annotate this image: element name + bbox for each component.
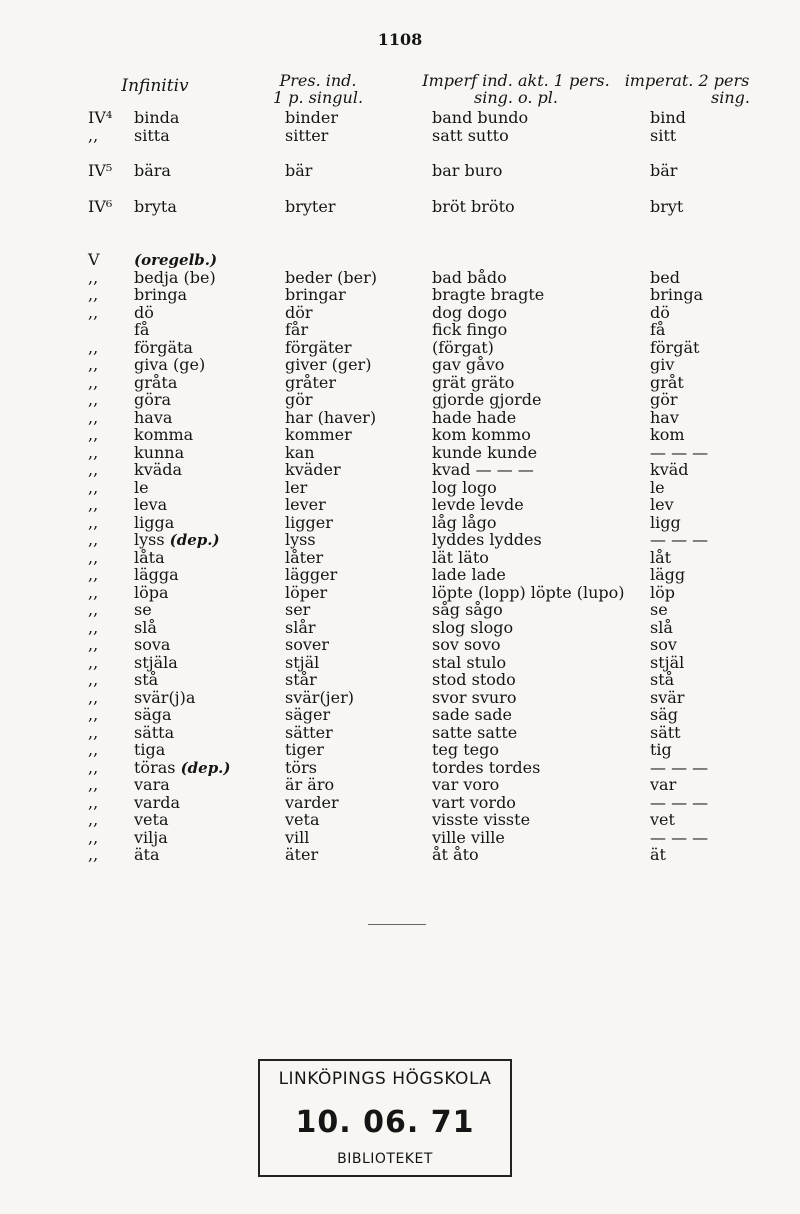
verb-note: (dep.) <box>169 531 220 549</box>
verb-infinitive-cell <box>134 269 216 287</box>
verb-infinitive: le <box>134 477 149 497</box>
verb-row <box>0 109 800 127</box>
verb-present: beder (ber) <box>285 267 377 287</box>
verb-imperative: — — — <box>650 792 709 812</box>
header-imperfect-line2: sing. o. pl. <box>473 88 558 107</box>
verb-infinitive: sätta <box>134 722 175 742</box>
verb-imperfect: kom kommo <box>432 425 531 444</box>
verb-present: är äro <box>285 775 335 794</box>
verb-imperative: — — — <box>650 827 709 847</box>
verb-imperfect: fick fingo <box>432 320 508 339</box>
header-imperfect <box>408 72 624 106</box>
verb-imperfect: såg sågo <box>432 600 503 619</box>
verb-infinitive: hava <box>134 407 173 427</box>
verb-group: ,, <box>88 267 99 287</box>
verb-group: ,, <box>88 617 99 637</box>
verb-imperfect: sov sovo <box>432 635 501 654</box>
verb-imperfect: grät gräto <box>432 372 515 392</box>
verb-present: lyss <box>285 530 316 549</box>
verb-row <box>0 496 800 514</box>
header-infinitive <box>110 78 200 95</box>
verb-infinitive: veta <box>134 810 169 829</box>
verb-imperative: bed <box>650 267 680 287</box>
header-present-line1: Pres. ind. <box>279 71 357 90</box>
verb-imperative: kväd <box>650 460 689 479</box>
verb-infinitive: bedja (be) <box>134 267 216 287</box>
verb-imperative: säg <box>650 705 678 724</box>
verb-group: ,, <box>88 827 99 847</box>
verb-imperative: bär <box>650 161 678 180</box>
verb-present: sätter <box>285 722 333 742</box>
verb-infinitive: förgäta <box>134 337 193 357</box>
verb-imperfect: band bundo <box>432 108 529 127</box>
verb-infinitive: komma <box>134 425 194 444</box>
verb-infinitive-cell <box>134 479 149 497</box>
verb-row <box>0 304 800 322</box>
verb-infinitive: kunna <box>134 442 185 462</box>
verb-infinitive-cell <box>134 356 205 374</box>
verb-group: ,, <box>88 757 99 777</box>
verb-imperfect: slog slogo <box>432 617 514 637</box>
verb-group: ,, <box>88 792 99 812</box>
verb-row <box>0 549 800 567</box>
verb-infinitive: kväda <box>134 460 183 479</box>
verb-present: äter <box>285 845 319 864</box>
verb-present: gör <box>285 390 313 409</box>
verb-imperative: förgät <box>650 337 700 357</box>
stamp-date: 10. 06. 71 <box>295 1105 475 1140</box>
verb-note: (dep.) <box>180 758 231 777</box>
verb-row <box>0 566 800 584</box>
verb-row <box>0 776 800 794</box>
verb-infinitive: töras <box>134 757 176 777</box>
verb-row <box>0 794 800 812</box>
verb-infinitive: bära <box>134 161 171 180</box>
stamp-institution: LINKÖPINGS HÖGSKOLA <box>278 1069 492 1089</box>
verb-row <box>0 724 800 742</box>
verb-row <box>0 846 800 864</box>
verb-infinitive-cell <box>134 706 172 724</box>
verb-infinitive: stjäla <box>134 652 178 672</box>
verb-present: lever <box>285 495 326 514</box>
verb-imperative: låt <box>650 547 672 567</box>
verb-infinitive-cell <box>134 584 169 602</box>
verb-imperfect: satt sutto <box>432 125 509 145</box>
verb-present: slår <box>285 617 316 637</box>
verb-infinitive: gråta <box>134 372 178 392</box>
verb-infinitive-cell <box>134 304 154 322</box>
verb-group: IV⁶ <box>88 196 113 216</box>
verb-row <box>0 269 800 287</box>
verb-group: ,, <box>88 565 99 584</box>
verb-present: sover <box>285 635 329 654</box>
verb-infinitive: slå <box>134 617 157 637</box>
verb-imperative: löp <box>650 582 675 602</box>
verb-group: ,, <box>88 687 99 707</box>
verb-group: ,, <box>88 512 99 532</box>
verb-group: IV⁵ <box>88 161 113 180</box>
verb-imperative: lägg <box>650 565 686 584</box>
verb-note: (oregelb.) <box>134 251 218 269</box>
verb-row <box>0 829 800 847</box>
verb-imperfect: lät läto <box>432 547 489 567</box>
verb-present: bär <box>285 161 313 180</box>
verb-infinitive-cell <box>134 549 165 567</box>
divider-line <box>368 924 426 925</box>
verb-present: kväder <box>285 460 341 479</box>
header-imperative <box>612 72 762 106</box>
verb-row <box>0 601 800 619</box>
verb-infinitive: lägga <box>134 565 179 584</box>
verb-present: löper <box>285 582 328 602</box>
verb-group: ,, <box>88 477 99 497</box>
verb-imperfect: kvad — — — <box>432 460 534 479</box>
verb-imperfect: låg lågo <box>432 512 497 532</box>
verb-row <box>0 741 800 759</box>
verb-infinitive: svär(j)a <box>134 687 196 707</box>
verb-imperfect: satte satte <box>432 722 518 742</box>
verb-imperative: kom <box>650 425 685 444</box>
verb-imperfect: kunde kunde <box>432 442 538 462</box>
verb-imperative: slå <box>650 617 673 637</box>
verb-group: IV⁴ <box>88 108 113 127</box>
verb-infinitive: låta <box>134 547 165 567</box>
verb-imperfect: var voro <box>432 775 500 794</box>
verb-infinitive-cell <box>134 654 178 672</box>
page-number: 1108 <box>377 30 423 49</box>
row-spacer <box>0 215 800 251</box>
verb-imperfect: ville ville <box>432 827 505 847</box>
verb-imperative: svär <box>650 687 685 707</box>
verb-present: törs <box>285 757 317 777</box>
verb-row <box>0 654 800 672</box>
verb-infinitive-cell <box>134 794 180 812</box>
verb-infinitive-cell <box>134 601 152 619</box>
verb-imperfect: vart vordo <box>432 792 516 812</box>
verb-present: bringar <box>285 285 346 304</box>
stamp-library: BIBLIOTEKET <box>337 1151 433 1167</box>
verb-group: ,, <box>88 705 99 724</box>
verb-imperative: bind <box>650 108 686 127</box>
verb-row <box>0 461 800 479</box>
verb-imperative: — — — <box>650 442 709 462</box>
verb-imperative: — — — <box>650 757 709 777</box>
verb-imperfect: stal stulo <box>432 652 507 672</box>
library-stamp <box>258 1059 512 1177</box>
verb-imperfect: sade sade <box>432 705 513 724</box>
verb-imperfect: svor svuro <box>432 687 517 707</box>
verb-infinitive-cell <box>134 409 172 427</box>
verb-group: ,, <box>88 390 99 409</box>
verb-present: får <box>285 320 309 339</box>
verb-infinitive: löpa <box>134 582 169 602</box>
verb-imperfect: stod stodo <box>432 670 516 689</box>
verb-imperative: hav <box>650 407 679 427</box>
verb-infinitive-cell <box>134 566 179 584</box>
verb-group: ,, <box>88 845 99 864</box>
verb-present: kommer <box>285 425 352 444</box>
verb-infinitive: äta <box>134 845 160 864</box>
verb-imperfect: gav gåvo <box>432 355 505 374</box>
verb-row <box>0 198 800 216</box>
verb-infinitive-cell <box>134 127 170 145</box>
verb-infinitive-cell <box>134 514 174 532</box>
verb-infinitive: varda <box>134 792 181 812</box>
verb-imperative: giv <box>650 355 675 374</box>
verb-infinitive: sova <box>134 635 171 654</box>
verb-imperative: sitt <box>650 125 677 145</box>
verb-row <box>0 584 800 602</box>
verb-infinitive: stå <box>134 670 159 689</box>
verb-group: ,, <box>88 652 99 672</box>
verb-imperfect: lade lade <box>432 565 506 584</box>
verb-imperfect: visste visste <box>432 810 531 829</box>
verb-group: ,, <box>88 635 99 654</box>
verb-imperative: — — — <box>650 530 709 549</box>
verb-present: låter <box>285 547 324 567</box>
verb-infinitive-cell <box>134 689 195 707</box>
verb-imperfect: löpte (lopp) löpte (lupo) <box>432 582 625 602</box>
verb-imperative: bringa <box>650 285 704 304</box>
verb-group: ,, <box>88 285 99 304</box>
verb-row <box>0 444 800 462</box>
verb-row <box>0 356 800 374</box>
verb-infinitive-cell <box>134 741 165 759</box>
verb-present: förgäter <box>285 337 352 357</box>
verb-row <box>0 374 800 392</box>
verb-infinitive-cell <box>134 339 193 357</box>
verb-group: ,, <box>88 372 99 392</box>
verb-infinitive-cell <box>134 109 179 127</box>
verb-infinitive: leva <box>134 495 168 514</box>
verb-infinitive-cell <box>134 198 177 216</box>
verb-infinitive: vara <box>134 775 170 794</box>
verb-row <box>0 514 800 532</box>
verb-group: ,, <box>88 775 99 794</box>
verb-present: tiger <box>285 740 324 759</box>
verb-infinitive-cell <box>134 811 168 829</box>
verb-imperfect: bad bådo <box>432 267 507 287</box>
verb-infinitive: tiga <box>134 740 166 759</box>
verb-imperative: ät <box>650 845 666 864</box>
verb-group: ,, <box>88 530 99 549</box>
verb-imperfect: bröt bröto <box>432 196 515 216</box>
verb-row <box>0 759 800 777</box>
verb-imperative: gråt <box>650 372 684 392</box>
verb-infinitive-cell <box>134 286 187 304</box>
row-spacer <box>0 144 800 162</box>
verb-imperative: ligg <box>650 512 681 532</box>
verb-infinitive-cell <box>134 461 182 479</box>
verb-group: ,, <box>88 547 99 567</box>
verb-infinitive: dö <box>134 302 154 322</box>
verb-table <box>0 109 800 864</box>
verb-present: bryter <box>285 196 336 216</box>
verb-infinitive-cell <box>134 321 149 339</box>
header-infinitive-label: Infinitiv <box>121 76 189 96</box>
header-imperfect-line1: Imperf ind. akt. 1 pers. <box>422 71 610 90</box>
verb-infinitive: bringa <box>134 285 188 304</box>
verb-row <box>0 339 800 357</box>
verb-imperative: bryt <box>650 196 684 216</box>
verb-group: ,, <box>88 442 99 462</box>
verb-imperfect: levde levde <box>432 495 524 514</box>
verb-present: gråter <box>285 372 336 392</box>
verb-group: ,, <box>88 740 99 759</box>
verb-group: ,, <box>88 302 99 322</box>
verb-imperative: le <box>650 477 665 497</box>
row-spacer <box>0 180 800 198</box>
verb-present: kan <box>285 442 315 462</box>
verb-infinitive-cell <box>134 162 171 180</box>
verb-infinitive-cell <box>134 619 157 637</box>
verb-infinitive: binda <box>134 108 180 127</box>
verb-infinitive: vilja <box>134 827 168 847</box>
verb-present: dör <box>285 302 313 322</box>
verb-infinitive: sitta <box>134 125 170 145</box>
verb-present: binder <box>285 108 339 127</box>
verb-imperfect: log logo <box>432 477 497 497</box>
verb-infinitive: bryta <box>134 196 177 216</box>
verb-group: V <box>88 250 100 269</box>
verb-row <box>0 426 800 444</box>
verb-infinitive: ligga <box>134 512 175 532</box>
verb-infinitive-cell <box>134 846 160 864</box>
verb-infinitive-cell <box>134 724 174 742</box>
verb-infinitive: säga <box>134 705 172 724</box>
verb-imperative: vet <box>650 810 675 829</box>
verb-present: giver (ger) <box>285 355 372 374</box>
verb-imperative: tig <box>650 740 672 759</box>
header-present-line2: 1 p. singul. <box>272 88 364 107</box>
verb-group: ,, <box>88 495 99 514</box>
verb-imperfect: lyddes lyddes <box>432 530 542 549</box>
verb-imperative: var <box>650 775 677 794</box>
verb-row <box>0 321 800 339</box>
verb-row <box>0 689 800 707</box>
verb-imperative: stjäl <box>650 652 685 672</box>
verb-infinitive-cell <box>134 829 168 847</box>
verb-imperfect: tordes tordes <box>432 757 541 777</box>
verb-infinitive-cell <box>134 374 177 392</box>
verb-imperative: se <box>650 600 668 619</box>
verb-infinitive-cell <box>134 496 167 514</box>
verb-infinitive-cell <box>134 671 158 689</box>
verb-row <box>0 671 800 689</box>
header-imperative-line2: sing. <box>711 88 750 107</box>
verb-imperative: sätt <box>650 722 681 742</box>
verb-group: ,, <box>88 425 99 444</box>
verb-infinitive-cell <box>134 426 193 444</box>
verb-row <box>0 162 800 180</box>
verb-infinitive: lyss <box>134 530 165 549</box>
verb-imperative: dö <box>650 302 670 322</box>
verb-row <box>0 251 800 269</box>
verb-row <box>0 479 800 497</box>
verb-group: ,, <box>88 670 99 689</box>
verb-imperative: stå <box>650 670 675 689</box>
verb-imperative: sov <box>650 635 677 654</box>
verb-imperfect: teg tego <box>432 740 499 759</box>
verb-present: svär(jer) <box>285 687 354 707</box>
verb-imperative: gör <box>650 390 678 409</box>
verb-imperative: lev <box>650 495 674 514</box>
verb-row <box>0 391 800 409</box>
verb-infinitive-cell <box>134 776 170 794</box>
verb-infinitive: giva (ge) <box>134 355 206 374</box>
verb-present: sitter <box>285 125 329 145</box>
verb-row <box>0 636 800 654</box>
verb-present: lägger <box>285 565 338 584</box>
header-present <box>248 72 388 106</box>
verb-row <box>0 127 800 145</box>
verb-infinitive: göra <box>134 390 172 409</box>
header-imperative-line1: imperat. 2 pers <box>624 71 750 90</box>
verb-imperfect: (förgat) <box>432 337 494 357</box>
verb-row <box>0 706 800 724</box>
verb-infinitive: få <box>134 320 150 339</box>
verb-present: står <box>285 670 317 689</box>
verb-imperfect: bar buro <box>432 161 503 180</box>
verb-imperfect: hade hade <box>432 407 517 427</box>
verb-group: ,, <box>88 460 99 479</box>
verb-group: ,, <box>88 125 99 145</box>
verb-group: ,, <box>88 407 99 427</box>
verb-imperfect: bragte bragte <box>432 285 545 304</box>
verb-group: ,, <box>88 722 99 742</box>
verb-imperfect: gjorde gjorde <box>432 390 542 409</box>
verb-present: varder <box>285 792 339 812</box>
verb-imperfect: åt åto <box>432 845 479 864</box>
verb-present: vill <box>285 827 310 847</box>
verb-imperative: få <box>650 320 666 339</box>
verb-group: ,, <box>88 810 99 829</box>
verb-present: ser <box>285 600 311 619</box>
verb-present: stjäl <box>285 652 320 672</box>
verb-row <box>0 531 800 549</box>
verb-row <box>0 619 800 637</box>
verb-row <box>0 409 800 427</box>
verb-row <box>0 811 800 829</box>
verb-present: säger <box>285 705 331 724</box>
verb-group: ,, <box>88 600 99 619</box>
verb-group: ,, <box>88 337 99 357</box>
verb-present: veta <box>285 810 320 829</box>
verb-imperfect: dog dogo <box>432 302 507 322</box>
verb-present: ligger <box>285 512 333 532</box>
verb-row <box>0 286 800 304</box>
verb-group: ,, <box>88 355 99 374</box>
verb-infinitive-cell <box>134 636 170 654</box>
verb-group: ,, <box>88 582 99 602</box>
verb-present: ler <box>285 477 308 497</box>
verb-infinitive: se <box>134 600 152 619</box>
verb-infinitive-cell <box>134 444 184 462</box>
verb-infinitive-cell <box>134 391 171 409</box>
verb-present: har (haver) <box>285 407 377 427</box>
